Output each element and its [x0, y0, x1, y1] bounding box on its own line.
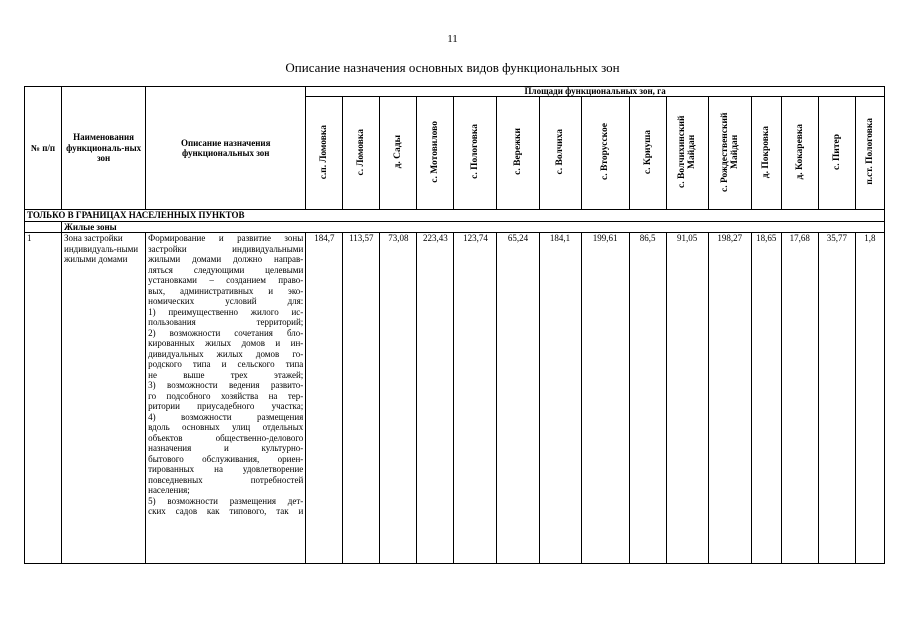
description-line: не выше трех этажей; [148, 369, 304, 380]
description-line: ритории приусадебного участка; [148, 401, 304, 411]
subsection-row [25, 221, 885, 233]
table-row [25, 233, 885, 564]
header-settlement [380, 97, 417, 210]
section-row [25, 210, 885, 222]
settlement-label: с. Рождественский Майдан [719, 112, 740, 192]
document-title: Описание назначения основных видов функциональных зон [285, 60, 620, 75]
area-value: 17,68 [781, 233, 818, 564]
header-zone-name: Наименования функциональ-ных зон [62, 87, 146, 210]
description-line: кированных жилых домов и ин- [148, 338, 304, 348]
settlement-label: с. Вторусское [600, 123, 611, 181]
header-settlement [539, 97, 581, 210]
header-settlement [629, 97, 666, 210]
description-line: дивидуальных жилых домов го- [148, 348, 304, 359]
subsection-label: Жилые зоны [62, 221, 885, 233]
settlement-label: п.ст. Пологовка [864, 118, 875, 186]
description-lines [148, 233, 303, 517]
area-value: 91,05 [666, 233, 708, 564]
area-value: 35,77 [818, 233, 855, 564]
header-settlement [781, 97, 818, 210]
settlement-label: с. Питер [831, 133, 842, 170]
settlement-label: с. Мотовилово [430, 120, 441, 183]
description-line: ских садов как типового, так и [148, 506, 304, 516]
area-value: 86,5 [629, 233, 666, 564]
header-settlement [306, 97, 343, 210]
description-line: установками – созданием право- [148, 275, 304, 285]
settlement-label: с. Ломовка [356, 128, 367, 175]
description-line: населения; [148, 485, 190, 495]
area-value: 199,61 [581, 233, 629, 564]
zone-name: Зона застройки индивидуаль-ными жилыми домами [62, 233, 146, 564]
header-settlement [417, 97, 454, 210]
settlement-label: д. Кокаревка [794, 123, 805, 180]
description-line: бытового обслуживания, ориен- [148, 453, 304, 464]
settlement-label: д. Покровка [761, 125, 772, 178]
description-line: назначения и культурно- [148, 443, 304, 453]
header-areas-group: Площади функциональных зон, га [306, 87, 885, 97]
description-line: 1) преимущественно жилого ис- [148, 306, 304, 317]
description-line: вых, административных и эко- [148, 285, 304, 296]
description-line: пользования территорий; [148, 317, 304, 327]
area-value: 223,43 [417, 233, 454, 564]
zone-description [146, 233, 306, 564]
settlement-label: д. Сады [393, 135, 404, 169]
header-settlement [818, 97, 855, 210]
settlement-label: с.п. Ломовка [319, 124, 330, 179]
settlement-label: с. Пологовка [470, 124, 481, 180]
area-value: 113,57 [343, 233, 380, 564]
empty-cell [25, 221, 62, 233]
header-settlement [343, 97, 380, 210]
description-line: застройки индивидуальными [148, 243, 304, 254]
header-settlement [751, 97, 781, 210]
description-line: го подсобного хозяйства на тер- [148, 390, 304, 401]
header-num: № п/п [25, 87, 62, 210]
header-settlement [581, 97, 629, 210]
header-settlement [497, 97, 539, 210]
area-value: 184,7 [306, 233, 343, 564]
settlement-label: с. Волчиха [555, 129, 566, 175]
section-label: ТОЛЬКО В ГРАНИЦАХ НАСЕЛЕННЫХ ПУНКТОВ [25, 210, 885, 222]
description-line: вдоль основных улиц отдельных [148, 422, 304, 432]
header-settlement [454, 97, 497, 210]
area-value: 73,08 [380, 233, 417, 564]
description-line: тированных на удовлетворение [148, 464, 304, 474]
settlement-label: с. Криуша [642, 129, 653, 174]
description-line: жилыми домами должно направ- [148, 254, 304, 264]
functional-zones-table [24, 86, 885, 564]
area-value: 184,1 [539, 233, 581, 564]
header-settlement [708, 97, 751, 210]
row-number: 1 [25, 233, 62, 564]
area-value: 123,74 [454, 233, 497, 564]
area-value: 65,24 [497, 233, 539, 564]
description-line: Формирование и развитие зоны [148, 233, 304, 243]
description-line: 5) возможности размещения дет- [148, 495, 304, 506]
description-line: номических условий для: [148, 296, 304, 306]
settlement-label: с. Вережки [512, 128, 523, 176]
area-value: 1,8 [855, 233, 884, 564]
header-settlement [855, 97, 884, 210]
description-line: повседневных потребностей [148, 474, 304, 485]
description-line: 3) возможности ведения развито- [148, 380, 304, 390]
area-value: 198,27 [708, 233, 751, 564]
page-number: 11 [447, 33, 458, 45]
settlement-label: с. Волчихинский Майдан [677, 115, 698, 188]
description-line: родского типа и сельского типа [148, 359, 304, 369]
description-line: 2) возможности сочетания бло- [148, 327, 304, 338]
description-line: ляться следующими целевыми [148, 264, 304, 275]
description-line: объектов общественно-делового [148, 432, 304, 443]
area-value: 18,65 [751, 233, 781, 564]
header-description: Описание назначения функциональных зон [146, 87, 306, 210]
header-settlement [666, 97, 708, 210]
description-line: 4) возможности размещения [148, 411, 304, 422]
